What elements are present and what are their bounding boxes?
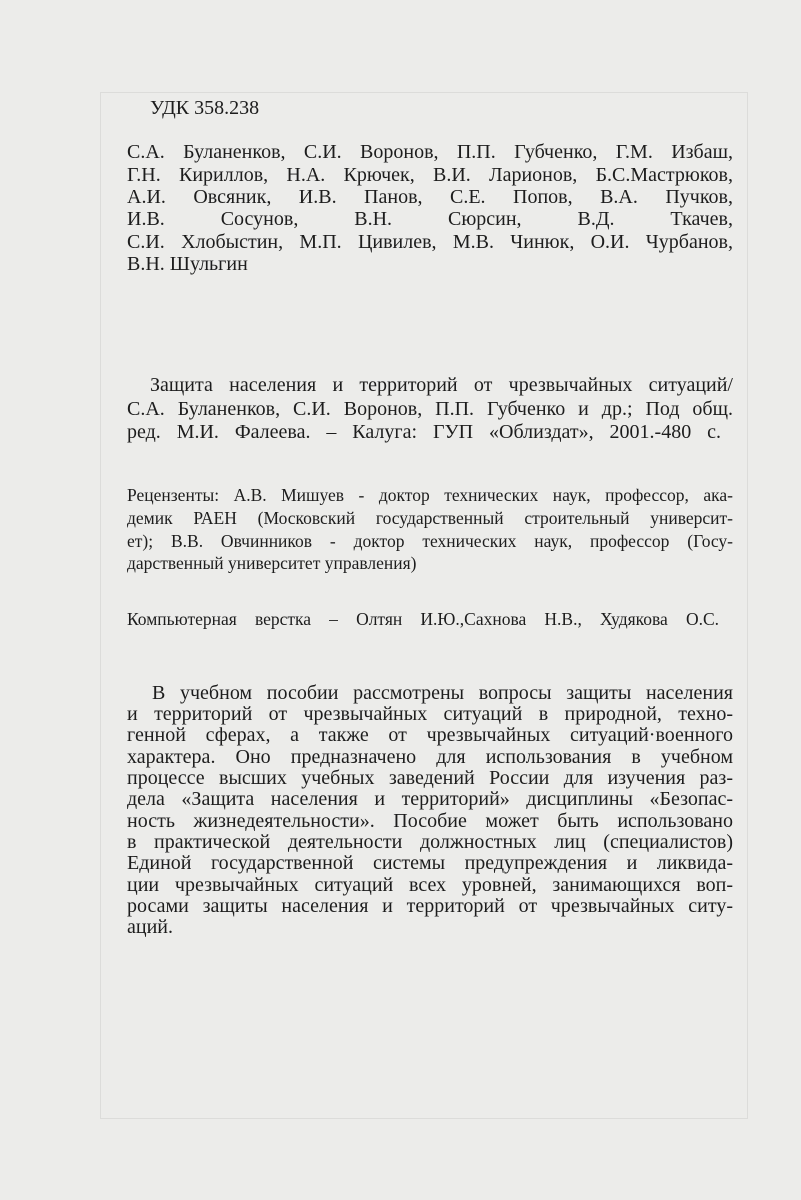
citation-line: ред. М.И. Фалеева. – Калуга: ГУП «Облиздат», 2001.-480 с. [127,421,721,443]
layout-credits: Компьютерная верстка – Олтян И.Ю.,Сахнова Н.В., Худякова О.С. [127,609,719,629]
abstract-line: росами защиты населения и территорий от чрезвычайных ситу- [127,895,733,917]
abstract-line: процессе высших учебных заведений России для изучения раз- [127,767,733,789]
reviewers-line: дарственный университет управления) [127,553,417,573]
author-line: А.И. Овсяник, И.В. Панов, С.Е. Попов, В.А. Пучков, [127,186,733,208]
abstract-line: дела «Защита населения и территорий» дисциплины «Безопас- [127,788,733,810]
abstract-line: в практической деятельности должностных лиц (специалистов) [127,831,733,853]
reviewers-line: Рецензенты: А.В. Мишуев - доктор технических наук, профессор, ака- [127,485,733,505]
citation-line: С.А. Буланенков, С.И. Воронов, П.П. Губченко и др.; Под общ. [127,398,733,420]
abstract-line: генной сферах, а также от чрезвычайных ситуаций·военного [127,724,733,746]
reviewers-line: демик РАЕН (Московский государственный строительный университ- [127,508,733,528]
author-line: И.В. Сосунов, В.Н. Сюрсин, В.Д. Ткачев, [127,208,733,230]
abstract-line: характера. Оно предназначено для использования в учебном [127,746,733,768]
citation-line: Защита населения и территорий от чрезвычайных ситуаций/ [150,374,733,396]
abstract-line: Единой государственной системы предупреждения и ликвида- [127,852,733,874]
abstract-line: и территорий от чрезвычайных ситуаций в природной, техно- [127,703,733,725]
author-line: Г.Н. Кириллов, Н.А. Крючек, В.И. Ларионов, Б.С.Мастрюков, [127,164,733,186]
author-line: С.И. Хлобыстин, М.П. Цивилев, М.В. Чинюк, О.И. Чурбанов, [127,231,733,253]
abstract-line: В учебном пособии рассмотрены вопросы защиты населения [152,682,733,704]
abstract-line: ность жизнедеятельности». Пособие может быть использовано [127,810,733,832]
reviewers-line: ет); В.В. Овчинников - доктор технических наук, профессор (Госу- [127,531,733,551]
abstract-line: аций. [127,916,173,938]
udk-code: УДК 358.238 [150,97,260,119]
abstract-line: ции чрезвычайных ситуаций всех уровней, занимающихся воп- [127,874,733,896]
author-line: С.А. Буланенков, С.И. Воронов, П.П. Губченко, Г.М. Избаш, [127,141,733,163]
author-line: В.Н. Шульгин [127,253,248,275]
